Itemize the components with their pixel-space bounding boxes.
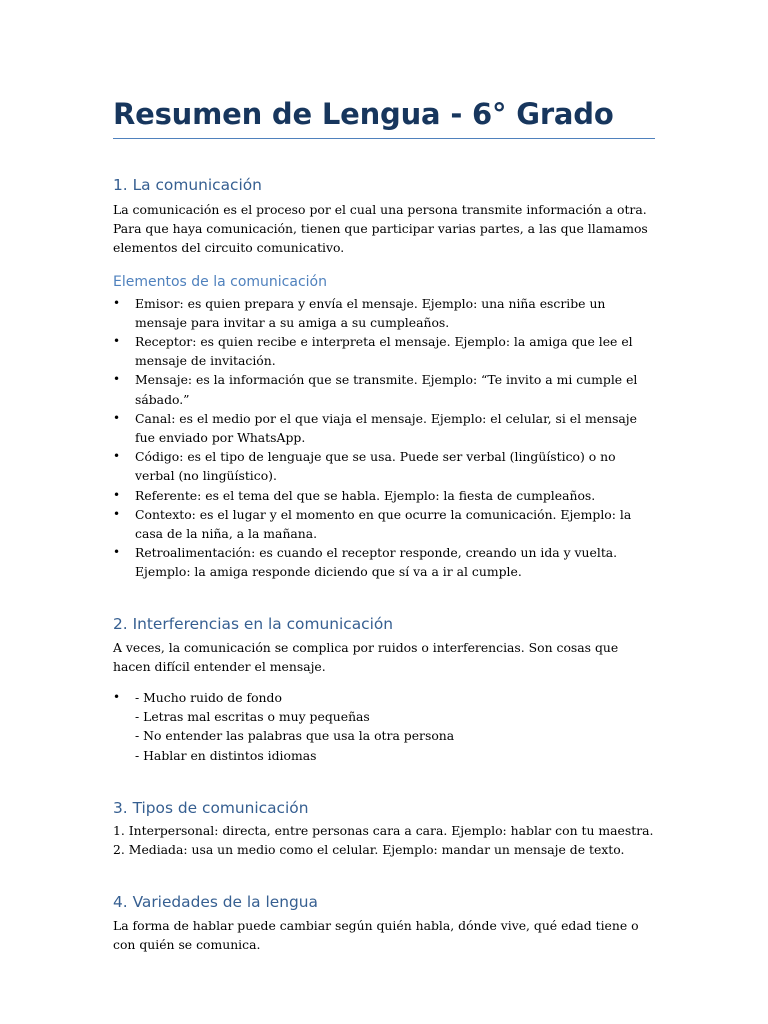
section-paragraph: La comunicación es el proceso por el cual una persona transmite información a otra. Para que haya comunicación, tienen que participar varias partes, a las que llamamos elementos del circuito comunicativo. — [113, 202, 648, 256]
bullet-icon: • — [113, 334, 121, 349]
list-item-text: Emisor: es quien prepara y envía el mensaje. Ejemplo: una niña escribe un mensaje para invitar a su amiga a su cumpleaños. — [135, 295, 606, 330]
list-item — [113, 543, 655, 581]
interference-item: - Letras mal escritas o muy pequeñas — [135, 709, 370, 725]
document-title: Resumen de Lengua - 6° Grado — [113, 96, 655, 139]
list-item-text: Contexto: es el lugar y el momento en que ocurre la comunicación. Ejemplo: la casa de la niña, a la mañana. — [135, 506, 632, 542]
list-item-text: Receptor: es quien recibe e interpreta el mensaje. Ejemplo: la amiga que lee el mensaje de invitación. — [135, 334, 633, 369]
bullet-icon: • — [113, 487, 121, 502]
bullet-icon: • — [113, 372, 121, 387]
section-tipos — [113, 798, 655, 859]
section-heading: 3. Tipos de comunicación — [113, 798, 309, 817]
list-item — [113, 505, 655, 543]
list-item — [113, 409, 655, 447]
bullet-icon: • — [113, 545, 121, 560]
list-item — [113, 294, 655, 332]
bullet-icon: • — [113, 295, 121, 310]
list-item-text: Referente: es el tema del que se habla. Ejemplo: la fiesta de cumpleaños. — [135, 487, 596, 503]
list-item-text: Canal: es el medio por el que viaja el mensaje. Ejemplo: el celular, si el mensaje fue enviado por WhatsApp. — [135, 410, 637, 446]
list-item-text: Código: es el tipo de lenguaje que se usa. Puede ser verbal (lingüístico) o no verbal (no lingüístico). — [135, 449, 616, 484]
bullet-icon: • — [113, 690, 121, 705]
section-heading: 2. Interferencias en la comunicación — [113, 614, 394, 633]
section-interferencias — [113, 614, 655, 765]
list-item — [113, 486, 655, 505]
interference-item: - No entender las palabras que usa la otra persona — [135, 728, 455, 744]
section-paragraph: A veces, la comunicación se complica por ruidos o interferencias. Son cosas que hacen difícil entender el mensaje. — [113, 639, 619, 674]
interference-item: - Mucho ruido de fondo — [135, 690, 282, 706]
section-heading: 4. Variedades de la lengua — [113, 893, 318, 912]
list-item — [113, 688, 655, 765]
section-la-comunicacion — [113, 175, 655, 582]
section-heading: 1. La comunicación — [113, 176, 262, 194]
interferences-list — [113, 688, 655, 765]
bullet-icon: • — [113, 449, 121, 464]
type-line: 1. Interpersonal: directa, entre personas cara a cara. Ejemplo: hablar con tu maestra. — [113, 822, 654, 838]
list-item — [113, 370, 655, 408]
section-paragraph: La forma de hablar puede cambiar según quién habla, dónde vive, qué edad tiene o con quién se comunica. — [113, 918, 639, 953]
list-item — [113, 447, 655, 485]
list-item-text: Mensaje: es la información que se transmite. Ejemplo: “Te invito a mi cumple el sábado.” — [135, 372, 638, 407]
subsection-heading: Elementos de la comunicación — [113, 273, 327, 290]
list-item-text: Retroalimentación: es cuando el receptor responde, creando un ida y vuelta. Ejemplo: la amiga responde diciendo que sí va a ir al cumple. — [135, 545, 618, 580]
list-item — [113, 332, 655, 370]
section-variedades — [113, 892, 655, 954]
type-line: 2. Mediada: usa un medio como el celular. Ejemplo: mandar un mensaje de texto. — [113, 842, 625, 858]
bullet-icon: • — [113, 410, 121, 425]
interference-item: - Hablar en distintos idiomas — [135, 747, 317, 763]
bullet-icon: • — [113, 506, 121, 521]
elements-list — [113, 294, 655, 582]
document-page — [113, 96, 655, 955]
